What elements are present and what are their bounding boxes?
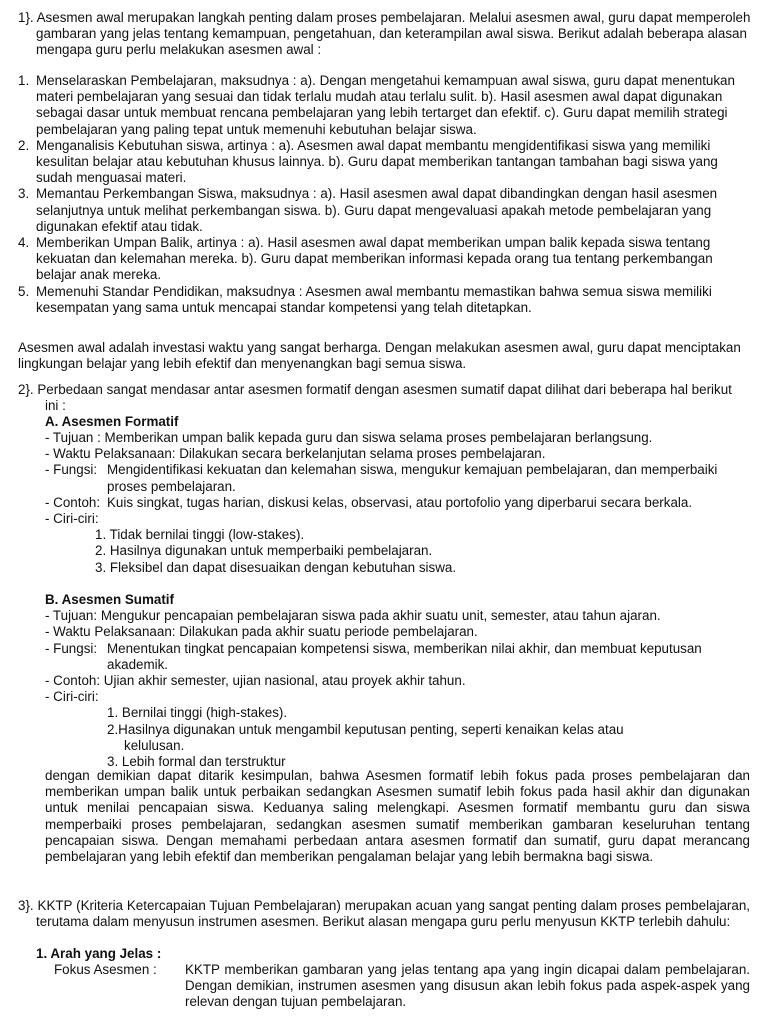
section-2-conclusion: dengan demikian dapat ditarik kesimpulan, bahwa Asesmen formatif lebih fokus pada proses pembelajaran dan memberikan umpan balik untuk perbaikan sedangkan Asesmen sumatif lebih fokus pada hasil akhir dan digunakan untuk menilai pencapaian siswa. Keduanya saling melengkapi. Asesmen formatif membantu guru dan siswa memperbaiki proses pembelajaran, sedangkan asesmen sumatif memberikan gambaran keseluruhan tentang pencapaian siswa. Dengan memahami perbedaan antara asesmen formatif dan sumatif, guru dapat merancang pembelajaran yang lebih efektif dan memberikan pengalaman belajar yang lebih bermakna bagi siswa. [45,768,750,865]
section-3-intro: 3}. KKTP (Kriteria Ketercapaian Tujuan Pembelajaran) merupakan acuan yang sangat penting dalam proses pembelajaran, terutama dalam menyusun instrumen asesmen. Berikut alasan mengapa guru perlu menyusun KKTP terlebih dahulu: [18,898,750,930]
formatif-ciri-list [45,527,750,576]
list-text: Memantau Perkembangan Siswa, maksudnya : a). Hasil asesmen awal dapat dibandingkan dengan hasil asesmen selanjutnya untuk melihat perkembangan siswa. b). Guru dapat mengevaluasi apakah metode pembelajaran yang digunakan efektif atau tidak. [36,186,718,234]
formatif-contoh-text: Kuis singkat, tugas harian, diskusi kelas, observasi, atau portofolio yang diperbarui secara berkala. [107,494,693,510]
formatif-block [45,414,750,430]
formatif-heading: A. Asesmen Formatif [45,414,179,429]
list-item: 1. Tidak bernilai tinggi (low-stakes). [95,527,305,543]
sumatif-ciri-label: - Ciri-ciri: [45,689,99,705]
sumatif-fungsi [45,641,750,673]
sumatif-heading: B. Asesmen Sumatif [45,592,174,607]
formatif-details [45,430,750,576]
kktp-focus-text: KKTP memberikan gambaran yang jelas tentang apa yang ingin dicapai dalam pembelajaran. Dengan demikian, instrumen asesmen yang disusun akan lebih fokus pada aspek-aspek yang relevan dengan tujuan pembelajaran. [185,962,750,1010]
list-item [18,73,740,138]
list-item [18,284,740,316]
section-2-intro: 2}. Perbedaan sangat mendasar antar asesmen formatif dengan asesmen sumatif dapat dilihat dari beberapa hal berikut ini : [18,382,732,414]
section-1-closing: Asesmen awal adalah investasi waktu yang sangat berharga. Dengan melakukan asesmen awal, guru dapat menciptakan lingkungan belajar yang lebih efektif dan menyenangkan bagi semua siswa. [18,340,741,372]
list-item [18,138,740,187]
formatif-contoh [45,495,750,511]
formatif-fungsi-text: Mengidentifikasi kekuatan dan kelemahan siswa, mengukur kemajuan pembelajaran, dan memperbaiki proses pembelajaran. [107,462,718,494]
section-1-intro: 1}. Asesmen awal merupakan langkah penting dalam proses pembelajaran. Melalui asesmen awal, guru dapat memperoleh gambaran yang jelas tentang kemampuan, pengetahuan, dan keterampilan awal siswa. Berikut adalah beberapa alasan mengapa guru perlu melakukan asesmen awal : [18,10,751,58]
list-item: 2. Hasilnya digunakan untuk memperbaiki pembelajaran. [95,543,433,559]
list-number: 4. [18,235,30,251]
sumatif-waktu: - Waktu Pelaksanaan: Dilakukan pada akhir suatu periode pembelajaran. [45,624,478,640]
formatif-ciri-label: - Ciri-ciri: [45,511,99,527]
sumatif-tujuan: - Tujuan: Mengukur pencapaian pembelajaran siswa pada akhir suatu unit, semester, atau tahun ajaran. [45,608,661,624]
list-item: 1. Bernilai tinggi (high-stakes). [107,705,288,721]
sumatif-ciri-list [45,705,750,770]
reasons-list [18,73,740,316]
list-item [18,186,740,235]
list-number: 5. [18,283,30,299]
sumatif-fungsi-text: Menentukan tingkat pencapaian kompetensi siswa, memberikan nilai akhir, dan membuat keputusan akademik. [107,640,702,672]
list-text: Menganalisis Kebutuhan siswa, artinya : a). Asesmen awal dapat membantu mengidentifikasi siswa yang memiliki kesulitan belajar atau kebutuhan khusus lainnya. b). Guru dapat memberikan tantangan tambahan bagi siswa yang sudah menguasai materi. [36,137,718,186]
list-item: 3. Lebih formal dan terstruktur [107,754,286,770]
kktp-focus-block [54,962,750,1011]
kktp-point-1-heading: 1. Arah yang Jelas : [36,946,162,961]
formatif-waktu: - Waktu Pelaksanaan: Dilakukan secara berkelanjutan selama proses pembelajaran. [45,446,546,462]
list-item: 3. Fleksibel dan dapat disesuaikan dengan kebutuhan siswa. [95,559,457,575]
sumatif-fungsi-label: - Fungsi: [45,640,98,656]
list-number: 3. [18,186,30,202]
formatif-contoh-label: - Contoh: [45,494,101,510]
list-number: 1. [18,73,30,88]
sumatif-contoh: - Contoh: Ujian akhir semester, ujian nasional, atau proyek akhir tahun. [45,673,466,689]
list-item: 2.Hasilnya digunakan untuk mengambil keputusan penting, seperti kenaikan kelas atau kelulusan. [107,721,624,753]
formatif-fungsi [45,462,750,494]
formatif-fungsi-label: - Fungsi: [45,462,98,478]
list-text: Memberikan Umpan Balik, artinya : a). Hasil asesmen awal dapat memberikan umpan balik kepada siswa tentang kekuatan dan kelemahan mereka. b). Guru dapat memberikan informasi kepada orang tua tentang perkembangan belajar anak mereka. [36,235,713,283]
list-item [18,235,740,284]
sumatif-block [45,592,750,770]
formatif-tujuan: - Tujuan : Memberikan umpan balik kepada guru dan siswa selama proses pembelajaran berlangsung. [45,430,653,445]
kktp-focus-label: Fokus Asesmen : [54,962,157,977]
list-text: Menselaraskan Pembelajaran, maksudnya : a). Dengan mengetahui kemampuan awal siswa, guru dapat menentukan materi pembelajaran yang sesuai dan tidak terlalu mudah atau terlalu sulit. b). Hasil asesmen awal dapat digunakan sebagai dasar untuk membuat rencana pembelajaran yang lebih tertarget dan efektif. c). Guru dapat memilih strategi pembelajaran yang paling tepat untuk memenuhi kebutuhan belajar siswa. [36,73,735,137]
list-number: 2. [18,137,30,153]
list-text: Memenuhi Standar Pendidikan, maksudnya : Asesmen awal membantu memastikan bahwa semua siswa memiliki kesempatan yang sama untuk mencapai standar kompetensi yang telah ditetapkan. [36,283,712,315]
